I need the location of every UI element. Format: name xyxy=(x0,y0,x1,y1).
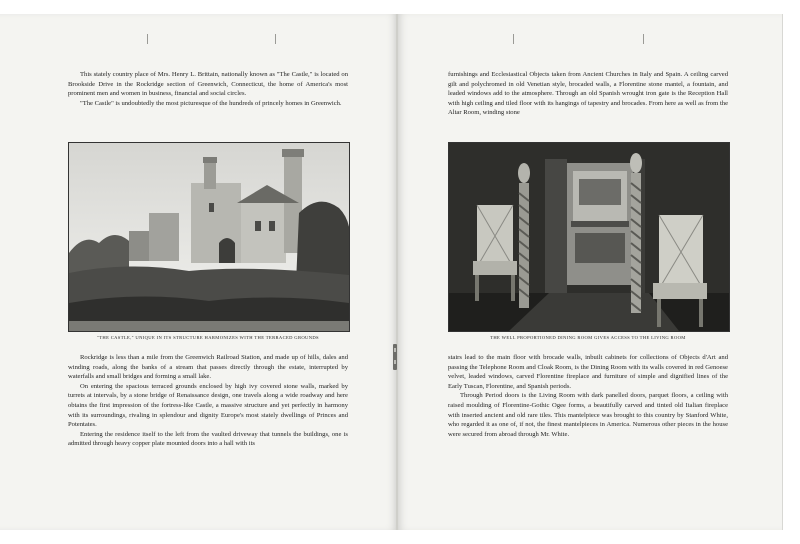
body-text xyxy=(448,353,728,439)
dining-room-photo xyxy=(448,142,730,332)
stitch-mark xyxy=(643,34,644,44)
paragraph: Rockridge is less than a mile from the Greenwich Railroad Station, and made up of hills, dales and winding roads, along the banks of a stream that passes directly through the estate, interrupted by waterfalls and small bridges and forming a small lake. xyxy=(68,354,348,381)
twisted-column-right xyxy=(630,153,642,313)
intro-text xyxy=(68,70,348,108)
book-spread xyxy=(0,14,800,530)
paragraph: This stately country place of Mrs. Henry L. Brittain, nationally known as "The Castle," is located on Brookside Drive in the Rockridge section of Greenwich, Connecticut, the home of America's most prominent men and women in business, financial and social circles. xyxy=(68,71,348,98)
paragraph: furnishings and Ecclesiastical Objects taken from Ancient Churches in Italy and Spain. A ceiling carved gilt and polychromed in old Venetian style, brocaded walls, a Florentine stone mantel, a fountain, and leaded windows add to the atmosphere. Through an old Spanish wrought iron gate is the Reception Hall with high ceiling and tiled floor with its hangings of tapestry and brocades. From here as well as from the Altar Room, winding stone xyxy=(448,71,728,117)
photo-caption: THE WELL PROPORTIONED DINING ROOM GIVES ACCESS TO THE LIVING ROOM xyxy=(490,335,686,340)
paragraph: "The Castle" is undoubtedly the most picturesque of the hundreds of princely homes in Greenwich. xyxy=(80,99,342,107)
stitch-mark xyxy=(147,34,148,44)
right-page xyxy=(398,14,783,530)
twisted-column-left xyxy=(518,163,530,308)
castle-photo xyxy=(68,142,350,332)
body-text xyxy=(68,353,348,449)
top-text xyxy=(448,70,728,118)
paragraph: Entering the residence itself to the left from the vaulted driveway that tunnels the buildings, one is admitted through heavy copper plate mounted doors into a hall with its xyxy=(68,430,348,448)
castle-illustration xyxy=(69,143,349,331)
paragraph: stairs lead to the main floor with brocade walls, inbuilt cabinets for collections of Objects d'Art and passing the Telephone Room and Cloak Room, is the Dining Room with its walls covered in red Genoese velvet, leaded windows, carved Florentine fireplace and furniture of simple and dignified lines of the Early Tuscan, Florentine, and Spanish periods. xyxy=(448,354,728,390)
left-page xyxy=(0,14,397,530)
photo-caption: "THE CASTLE," UNIQUE IN ITS STRUCTURE HARMONIZES WITH THE TERRACED GROUNDS xyxy=(97,335,319,340)
stitch-mark xyxy=(513,34,514,44)
paragraph: On entering the spacious terraced grounds enclosed by high ivy covered stone walls, marked by turrets at intervals, by a stone bridge of Renaissance design, one travels along a wide roadway and here obtains the first impression of the fortress-like Castle, a massive structure and yet perfectly in harmony with its surroundings, rivaling in splendour and dignity Europe's most stately dwellings of Princes and Potentates. xyxy=(68,382,348,429)
dining-room-illustration xyxy=(449,143,729,331)
stitch-mark xyxy=(275,34,276,44)
paragraph: Through Period doors is the Living Room with dark panelled doors, parquet floors, a ceiling with raised moulding of Florentine-Gothic Ogee forms, a beautifully carved and tinted old Italian fireplace with inserted ancient and old rare tiles. This mantelpiece was brought to this country by Stanford White, who regarded it as one of, if not, the finest mantelpieces in America. Numerous other pieces in the house were secured from abroad through Mr. White. xyxy=(448,392,728,438)
